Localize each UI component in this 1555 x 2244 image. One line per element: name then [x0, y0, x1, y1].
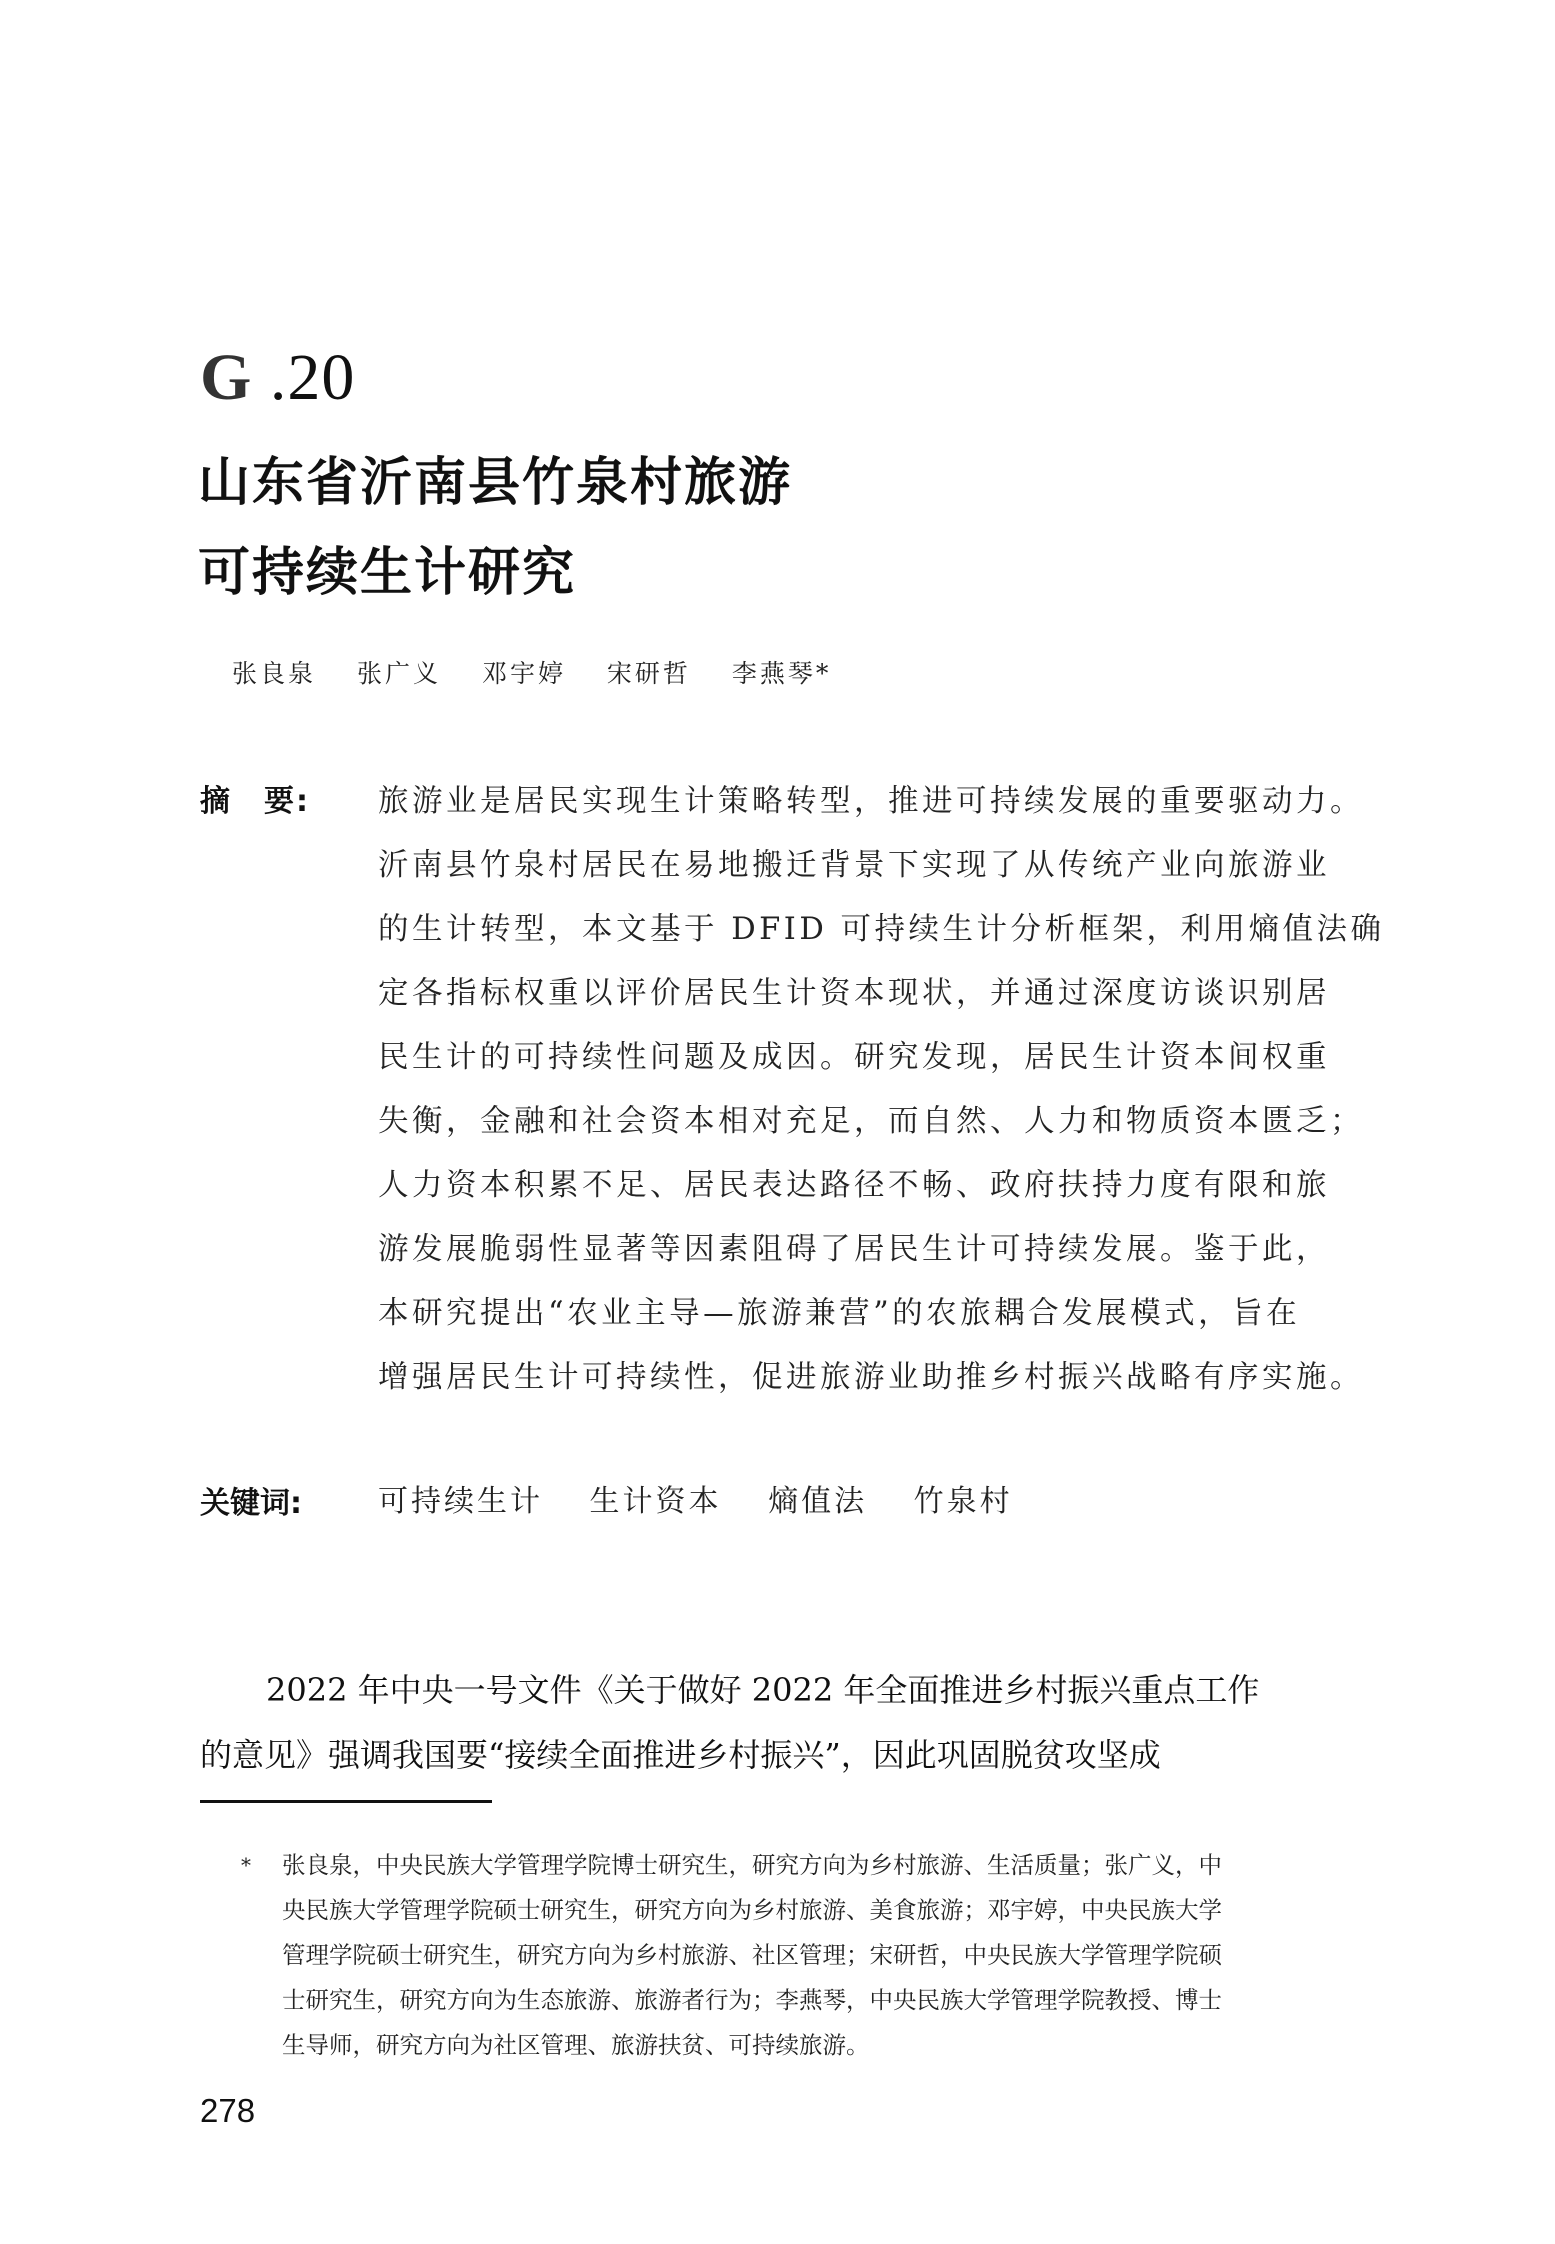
chapter-index: .20 — [269, 341, 356, 414]
footnote — [241, 1843, 1361, 2068]
keyword: 竹泉村 — [913, 1484, 1013, 1519]
author: 张良泉 — [232, 659, 317, 688]
keyword: 可持续生计 — [378, 1484, 543, 1519]
abstract-line: 的生计转型，本文基于 DFID 可持续生计分析框架，利用熵值法确 — [378, 912, 1385, 947]
body-line: 2022 年中央一号文件《关于做好 2022 年全面推进乡村振兴重点工作 — [266, 1671, 1260, 1709]
author: 邓宇婷 — [481, 659, 566, 688]
abstract-label: 摘 要: — [200, 784, 310, 819]
footnote-line: 管理学院硕士研究生，研究方向为乡村旅游、社区管理；宋研哲，中央民族大学管理学院硕 — [282, 1941, 1222, 1969]
footnote-marker: * — [241, 1853, 251, 1877]
footnote-line: 士研究生，研究方向为生态旅游、旅游者行为；李燕琴，中央民族大学管理学院教授、博士 — [282, 1986, 1222, 2014]
abstract-text — [378, 770, 1385, 1410]
keyword: 熵值法 — [768, 1484, 868, 1519]
keyword: 生计资本 — [589, 1484, 722, 1519]
abstract-line: 人力资本积累不足、居民表达路径不畅、政府扶持力度有限和旅 — [378, 1168, 1330, 1203]
author-list — [232, 654, 831, 690]
title-line: 山东省沂南县竹泉村旅游 — [198, 452, 793, 513]
keywords-list — [378, 1476, 1047, 1520]
article-title — [198, 438, 792, 618]
abstract-line: 游发展脆弱性显著等因素阻碍了居民生计可持续发展。鉴于此， — [378, 1232, 1330, 1267]
page-number: 278 — [200, 2092, 256, 2129]
title-line: 可持续生计研究 — [198, 542, 577, 603]
abstract-line: 增强居民生计可持续性，促进旅游业助推乡村振兴战略有序实施。 — [378, 1360, 1364, 1395]
author: 李燕琴* — [731, 659, 832, 688]
author: 宋研哲 — [606, 659, 691, 688]
abstract-line: 旅游业是居民实现生计策略转型，推进可持续发展的重要驱动力。 — [378, 784, 1364, 819]
keywords-label: 关键词: — [200, 1486, 302, 1521]
abstract-line: 定各指标权重以评价居民生计资本现状，并通过深度访谈识别居 — [378, 976, 1330, 1011]
footnote-line: 生导师，研究方向为社区管理、旅游扶贫、可持续旅游。 — [282, 2031, 870, 2059]
body-paragraph — [200, 1658, 1360, 1788]
abstract-line: 沂南县竹泉村居民在易地搬迁背景下实现了从传统产业向旅游业 — [378, 848, 1330, 883]
abstract-line: 民生计的可持续性问题及成因。研究发现，居民生计资本间权重 — [378, 1040, 1330, 1075]
footnote-line: 央民族大学管理学院硕士研究生，研究方向为乡村旅游、美食旅游；邓宇婷，中央民族大学 — [282, 1896, 1222, 1924]
abstract-line: 本研究提出“农业主导—旅游兼营”的农旅耦合发展模式，旨在 — [378, 1296, 1301, 1331]
footnote-line: 张良泉，中央民族大学管理学院博士研究生，研究方向为乡村旅游、生活质量；张广义，中 — [282, 1851, 1222, 1879]
abstract-line: 失衡，金融和社会资本相对充足，而自然、人力和物质资本匮乏； — [378, 1104, 1364, 1139]
chapter-number — [200, 341, 356, 414]
author: 张广义 — [356, 659, 441, 688]
footnote-divider — [200, 1800, 492, 1803]
body-line: 的意见》强调我国要“接续全面推进乡村振兴”，因此巩固脱贫攻坚成 — [200, 1736, 1161, 1774]
chapter-prefix: G — [200, 341, 253, 414]
